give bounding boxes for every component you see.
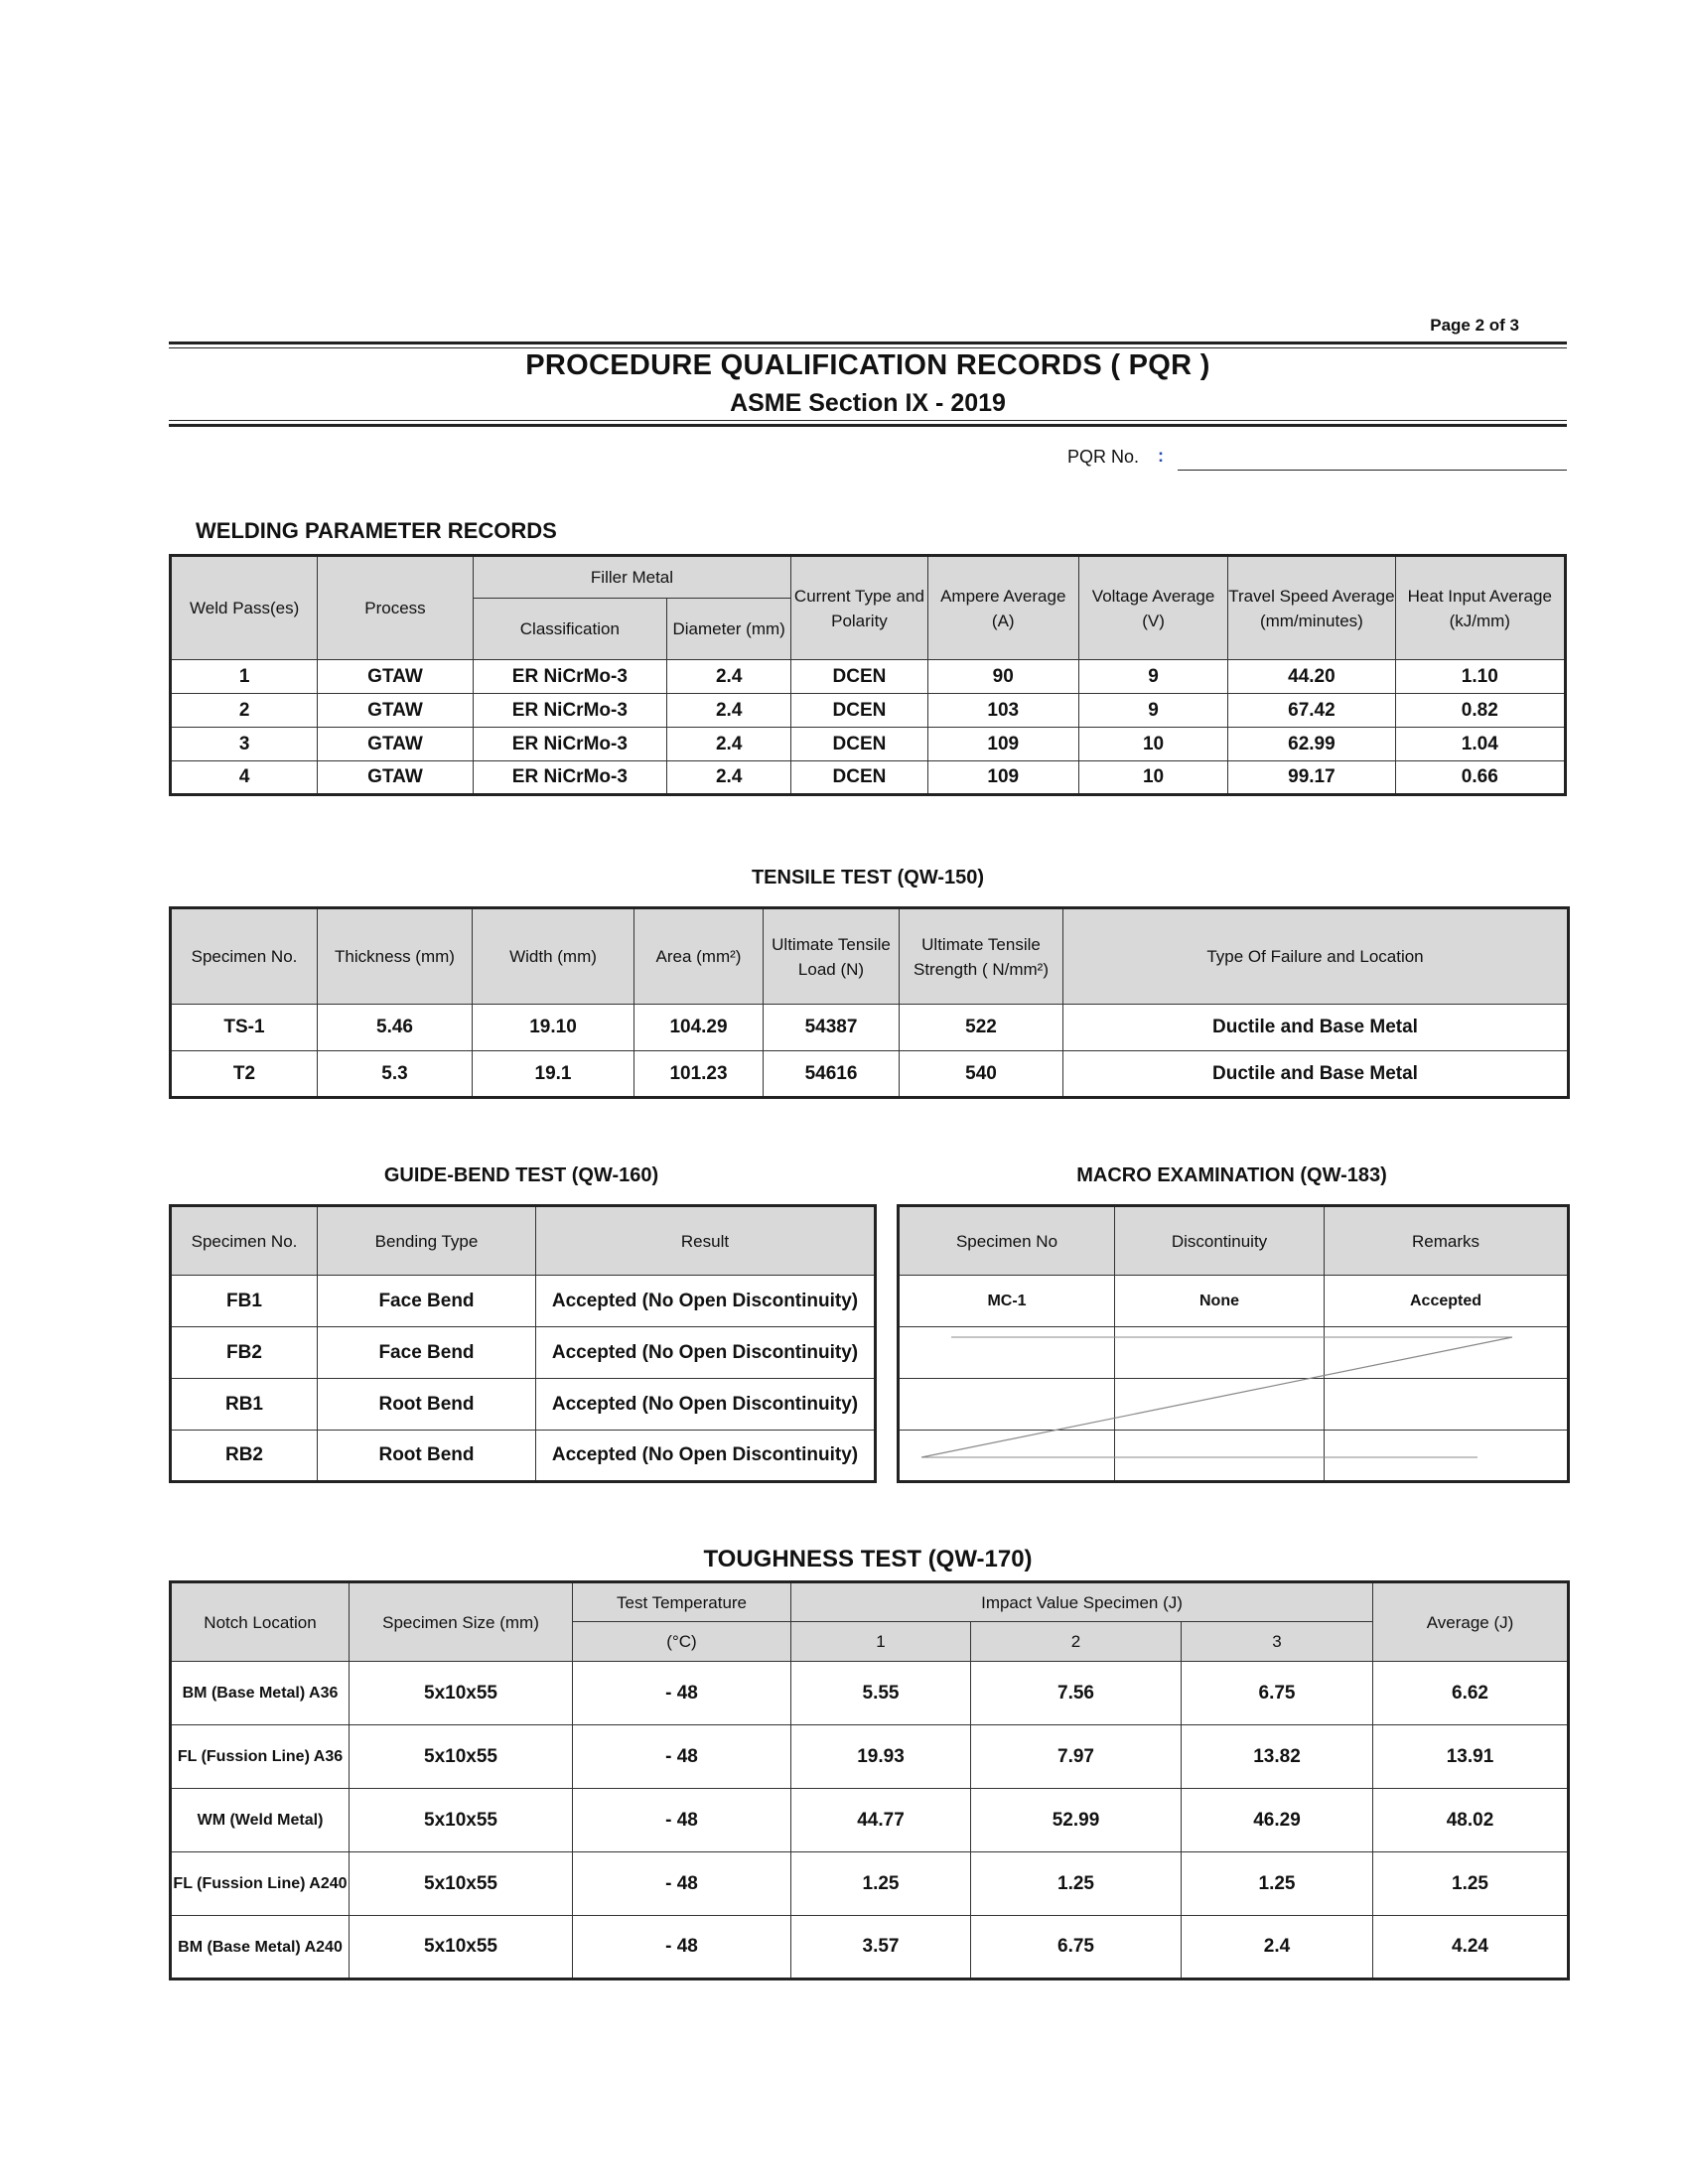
col-uts-load: Ultimate Tensile Load (N) [764,908,900,1005]
cell: T2 [171,1051,318,1098]
tensile-table [169,906,1570,1099]
cell: 2.4 [1182,1916,1373,1979]
cell: 19.10 [473,1005,634,1051]
cell: 2 [171,694,318,728]
cell: 6.75 [971,1916,1182,1979]
cell: Root Bend [318,1379,536,1431]
cell: GTAW [318,728,473,761]
cell: 44.20 [1228,660,1395,694]
cell: BM (Base Metal) A240 [171,1916,350,1979]
cell: 3 [171,728,318,761]
cell: Root Bend [318,1431,536,1482]
cell: GTAW [318,660,473,694]
table-row [171,761,1566,795]
pqr-no-label: PQR No. [1067,447,1140,467]
cell: DCEN [791,694,927,728]
cell: 5.3 [318,1051,473,1098]
table-row [171,1662,1569,1725]
col-result: Result [536,1206,876,1276]
table-row [171,1327,876,1379]
cell: Accepted [1325,1276,1569,1327]
table-row [171,1276,876,1327]
cell: 101.23 [634,1051,764,1098]
cell: 10 [1078,761,1227,795]
col-temp-unit: (°C) [573,1622,791,1662]
cell: 10 [1078,728,1227,761]
col-size: Specimen Size (mm) [350,1582,573,1662]
table-row [171,1005,1569,1051]
cell: DCEN [791,660,927,694]
table-row [171,1916,1569,1979]
table-row [171,728,1566,761]
pqr-no-colon: : [1158,446,1164,466]
cell: FL (Fussion Line) A240 [171,1852,350,1916]
cell: 104.29 [634,1005,764,1051]
col-notch: Notch Location [171,1582,350,1662]
cell: 109 [927,761,1078,795]
table-row [171,660,1566,694]
cell: DCEN [791,761,927,795]
col-uts-strength: Ultimate Tensile Strength ( N/mm²) [900,908,1063,1005]
cell: 109 [927,728,1078,761]
cell: GTAW [318,761,473,795]
cell: 7.56 [971,1662,1182,1725]
cell: 6.62 [1373,1662,1569,1725]
cell: 5x10x55 [350,1725,573,1789]
cell: 6.75 [1182,1662,1373,1725]
cell: RB2 [171,1431,318,1482]
col-heat: Heat Input Average (kJ/mm) [1395,556,1565,660]
cell: - 48 [573,1916,791,1979]
cell: Accepted (No Open Discontinuity) [536,1327,876,1379]
header-rule-bottom [169,424,1567,427]
cell: 103 [927,694,1078,728]
cell: 5x10x55 [350,1662,573,1725]
cell: 48.02 [1373,1789,1569,1852]
cell: 3.57 [791,1916,971,1979]
header-rule-bottom-thin [169,420,1567,421]
toughness-table [169,1580,1570,1980]
cell: 62.99 [1228,728,1395,761]
cell: 99.17 [1228,761,1395,795]
cell: 4.24 [1373,1916,1569,1979]
cell: GTAW [318,694,473,728]
page-title: PROCEDURE QUALIFICATION RECORDS ( PQR ) [525,349,1210,381]
cell: 1.25 [971,1852,1182,1916]
col-diameter: Diameter (mm) [667,599,791,660]
cell: Accepted (No Open Discontinuity) [536,1379,876,1431]
cell: 44.77 [791,1789,971,1852]
col-specimen: Specimen No. [171,908,318,1005]
col-impact: Impact Value Specimen (J) [791,1582,1373,1622]
cell: None [1115,1276,1325,1327]
cell: 46.29 [1182,1789,1373,1852]
col-current: Current Type and Polarity [791,556,927,660]
cell: 0.82 [1395,694,1565,728]
col-failure: Type Of Failure and Location [1063,908,1569,1005]
cell: 5.55 [791,1662,971,1725]
cell: 54616 [764,1051,900,1098]
cell: 7.97 [971,1725,1182,1789]
cell: - 48 [573,1662,791,1725]
cell: 5x10x55 [350,1916,573,1979]
cell: FB2 [171,1327,318,1379]
col-thickness: Thickness (mm) [318,908,473,1005]
cell: 90 [927,660,1078,694]
cell: 19.93 [791,1725,971,1789]
cell: 1.25 [1373,1852,1569,1916]
cell: 2.4 [667,694,791,728]
toughness-section-title: TOUGHNESS TEST (QW-170) [703,1546,1033,1572]
col-width: Width (mm) [473,908,634,1005]
cell: ER NiCrMo-3 [473,761,666,795]
welding-section-title: WELDING PARAMETER RECORDS [196,518,557,543]
cell: 5.46 [318,1005,473,1051]
table-row [899,1276,1569,1327]
cell: 2.4 [667,728,791,761]
col-weld-pass: Weld Pass(es) [171,556,318,660]
page-subtitle: ASME Section IX - 2019 [730,389,1006,417]
welding-table [169,554,1567,796]
col-remarks: Remarks [1325,1206,1569,1276]
table-row [171,1051,1569,1098]
cell: - 48 [573,1852,791,1916]
cell: 19.1 [473,1051,634,1098]
col-specimen-2: 2 [971,1622,1182,1662]
header-rule-top-thin [169,347,1567,348]
cell: 4 [171,761,318,795]
cell: 1 [171,660,318,694]
cell: 13.82 [1182,1725,1373,1789]
bend-section-title: GUIDE-BEND TEST (QW-160) [383,1164,659,1186]
cell: 13.91 [1373,1725,1569,1789]
table-row [171,1789,1569,1852]
pqr-no-field[interactable] [1178,470,1567,471]
cell: DCEN [791,728,927,761]
tensile-section-title: TENSILE TEST (QW-150) [751,867,985,888]
cell: Face Bend [318,1327,536,1379]
strike-through-mark [897,1325,1567,1484]
col-travel: Travel Speed Average (mm/minutes) [1228,556,1395,660]
cell: 9 [1078,694,1227,728]
col-temp: Test Temperature [573,1582,791,1622]
cell: 52.99 [971,1789,1182,1852]
cell: ER NiCrMo-3 [473,728,666,761]
table-row [171,1379,876,1431]
col-specimen-3: 3 [1182,1622,1373,1662]
cell: Accepted (No Open Discontinuity) [536,1276,876,1327]
cell: 522 [900,1005,1063,1051]
cell: BM (Base Metal) A36 [171,1662,350,1725]
cell: - 48 [573,1725,791,1789]
cell: 1.25 [1182,1852,1373,1916]
col-specimen-1: 1 [791,1622,971,1662]
cell: Ductile and Base Metal [1063,1005,1569,1051]
cell: TS-1 [171,1005,318,1051]
cell: RB1 [171,1379,318,1431]
cell: 2.4 [667,761,791,795]
cell: 5x10x55 [350,1852,573,1916]
cell: 5x10x55 [350,1789,573,1852]
page-number: Page 2 of 3 [1430,316,1519,335]
cell: 9 [1078,660,1227,694]
header-rule-top [169,341,1567,344]
col-bending-type: Bending Type [318,1206,536,1276]
cell: 2.4 [667,660,791,694]
cell: 67.42 [1228,694,1395,728]
cell: 54387 [764,1005,900,1051]
table-row [171,1852,1569,1916]
cell: - 48 [573,1789,791,1852]
macro-section-title: MACRO EXAMINATION (QW-183) [1076,1164,1387,1186]
cell: 540 [900,1051,1063,1098]
col-voltage: Voltage Average (V) [1078,556,1227,660]
cell: Face Bend [318,1276,536,1327]
cell: Ductile and Base Metal [1063,1051,1569,1098]
col-average: Average (J) [1373,1582,1569,1662]
table-row [171,694,1566,728]
col-specimen: Specimen No [899,1206,1115,1276]
cell: ER NiCrMo-3 [473,694,666,728]
cell: FB1 [171,1276,318,1327]
table-row [171,1431,876,1482]
table-row [171,1725,1569,1789]
col-discontinuity: Discontinuity [1115,1206,1325,1276]
cell: 1.25 [791,1852,971,1916]
cell: 1.10 [1395,660,1565,694]
col-process: Process [318,556,473,660]
bend-table [169,1204,877,1483]
cell: Accepted (No Open Discontinuity) [536,1431,876,1482]
cell: ER NiCrMo-3 [473,660,666,694]
cell: WM (Weld Metal) [171,1789,350,1852]
cell: 1.04 [1395,728,1565,761]
col-ampere: Ampere Average (A) [927,556,1078,660]
col-specimen: Specimen No. [171,1206,318,1276]
col-area: Area (mm²) [634,908,764,1005]
col-classification: Classification [473,599,666,660]
cell: FL (Fussion Line) A36 [171,1725,350,1789]
cell: 0.66 [1395,761,1565,795]
col-filler-metal: Filler Metal [473,556,791,599]
cell: MC-1 [899,1276,1115,1327]
